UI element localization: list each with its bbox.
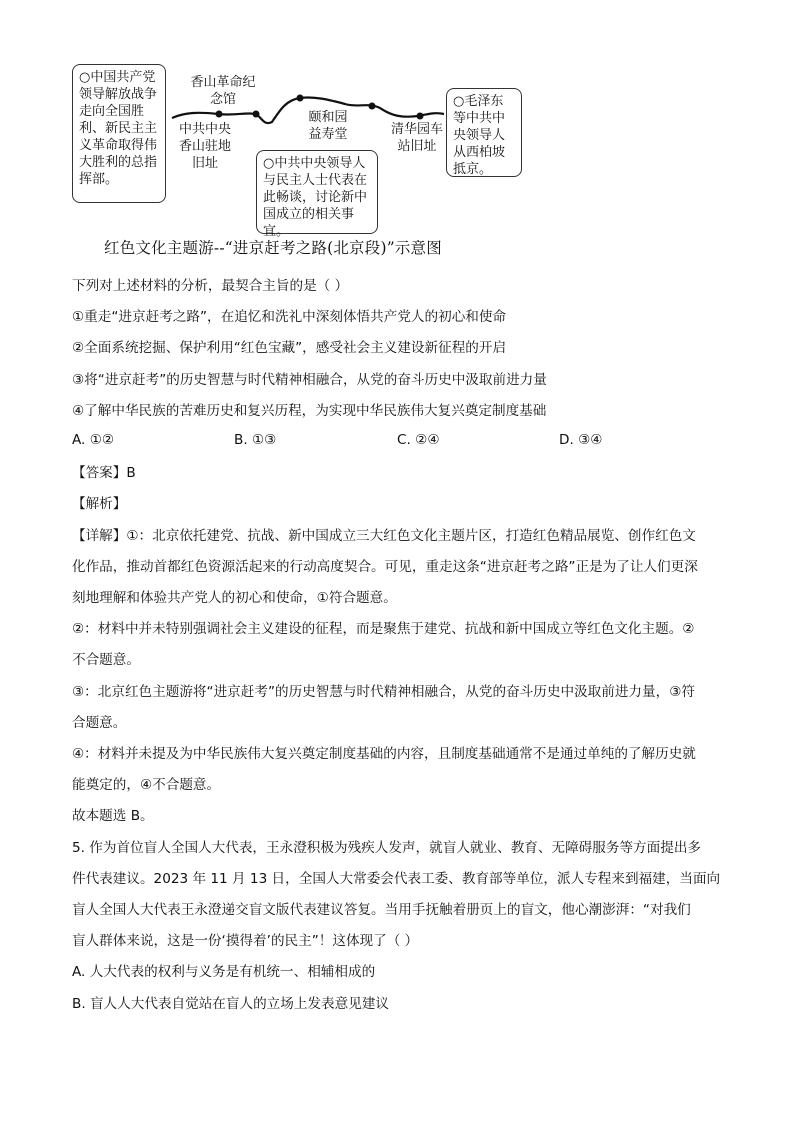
diagram-caption: 红色文化主题游--“进京赶考之路(北京段)”示意图 [104,239,442,257]
answer-label: 【答案】 [72,465,127,481]
callout-middle-text: ○中共中央领导人与民主人士代表在此畅谈，讨论新中国成立的相关事宜。 [263,156,368,239]
analysis-line: ②：材料中并未特别强调社会主义建设的征程，而是聚焦于建党、抗战和新中国成立等红色文化主题。② [72,621,695,637]
route-dot [253,111,260,118]
analysis-line: ③：北京红色主题游将“进京赶考”的历史智慧与时代精神相融合，从党的奋斗历史中汲取前进力量，③符 [72,684,695,700]
analysis-line: 【详解】①：北京依托建党、抗战、新中国成立三大红色文化主题片区，打造红色精品展览、创作红色文 [72,528,696,544]
callout-left [72,64,166,203]
question5-line: 件代表建议。2023 年 11 月 13 日，全国人大常委会代表工委、教育部等单位，派人专程来到福建，当面向 [72,871,721,887]
question5-line: 盲人群体来说，这是一份‘摸得着’的民主”！这体现了（ ） [72,933,419,949]
option-b: B. ①③ [234,432,277,448]
route-dot [297,95,304,102]
option-c: C. ②④ [397,432,440,448]
route-dot [216,111,223,118]
analysis-line: 故本题选 B。 [72,808,154,824]
route-dot [369,103,376,110]
analysis-label: 【解析】 [72,496,127,512]
callout-middle [256,150,378,239]
place-xiangshan-memorial: 香山革命纪念馆 [190,75,256,107]
question5-option-b: B. 盲人人大代表自觉站在盲人的立场上发表意见建议 [72,996,390,1012]
callout-right [446,88,522,177]
option-d: D. ③④ [559,432,603,448]
question5-line: 5. 作为首位盲人全国人大代表，王永澄积极为残疾人发声，就盲人就业、教育、无障碍服务等方面提出多 [72,840,702,856]
analysis-line: 合题意。 [72,715,127,731]
answer-value: B [126,465,136,481]
analysis-line: 刻地理解和体验共产党人的初心和使命，①符合题意。 [72,590,397,606]
question5-option-a: A. 人大代表的权利与义务是有机统一、相辅相成的 [72,964,376,980]
place-yiheyuan: 颐和园益寿堂 [308,110,348,142]
analysis-line: 不合题意。 [72,652,140,668]
callout-right-text: ○毛泽东等中共中央领导人从西柏坡抵京。 [453,94,506,177]
place-xiangshan-site: 中共中央香山驻地旧址 [178,122,231,171]
route-diagram [0,0,794,270]
analysis-line: 能奠定的，④不合题意。 [72,777,221,793]
analysis-line: 化作品，推动首都红色资源活起来的行动高度契合。可见，重走这条“进京赶考之路”正是为了让人们更深 [72,559,698,575]
answer-options [72,432,732,452]
option-a: A. ①② [72,432,115,448]
question-stem: 下列对上述材料的分析，最契合主旨的是（ ） [72,278,349,294]
callout-left-text: ○中国共产党领导解放战争走向全国胜利、新民主主义革命取得伟大胜利的总指挥部。 [79,70,158,187]
analysis-line: ④：材料并未提及为中华民族伟大复兴奠定制度基础的内容，且制度基础通常不是通过单纯的了解历史就 [72,746,696,762]
question5-line: 盲人全国人大代表王永澄递交盲文版代表建议答复。当用手抚触着册页上的盲文，他心潮澎湃：“对我们 [72,902,691,918]
answer-line [72,463,136,483]
statement-1: ①重走“进京赶考之路”，在追忆和洗礼中深刻体悟共产党人的初心和使命 [72,309,507,325]
statement-3: ③将“进京赶考”的历史智慧与时代精神相融合，从党的奋斗历史中汲取前进力量 [72,372,547,388]
route-dot [417,113,424,120]
statement-2: ②全面系统挖掘、保护利用“红色宝藏”，感受社会主义建设新征程的开启 [72,340,507,356]
place-qinghua: 清华园车站旧址 [390,122,443,154]
statement-4: ④了解中华民族的苦难历史和复兴历程，为实现中华民族伟大复兴奠定制度基础 [72,403,547,419]
